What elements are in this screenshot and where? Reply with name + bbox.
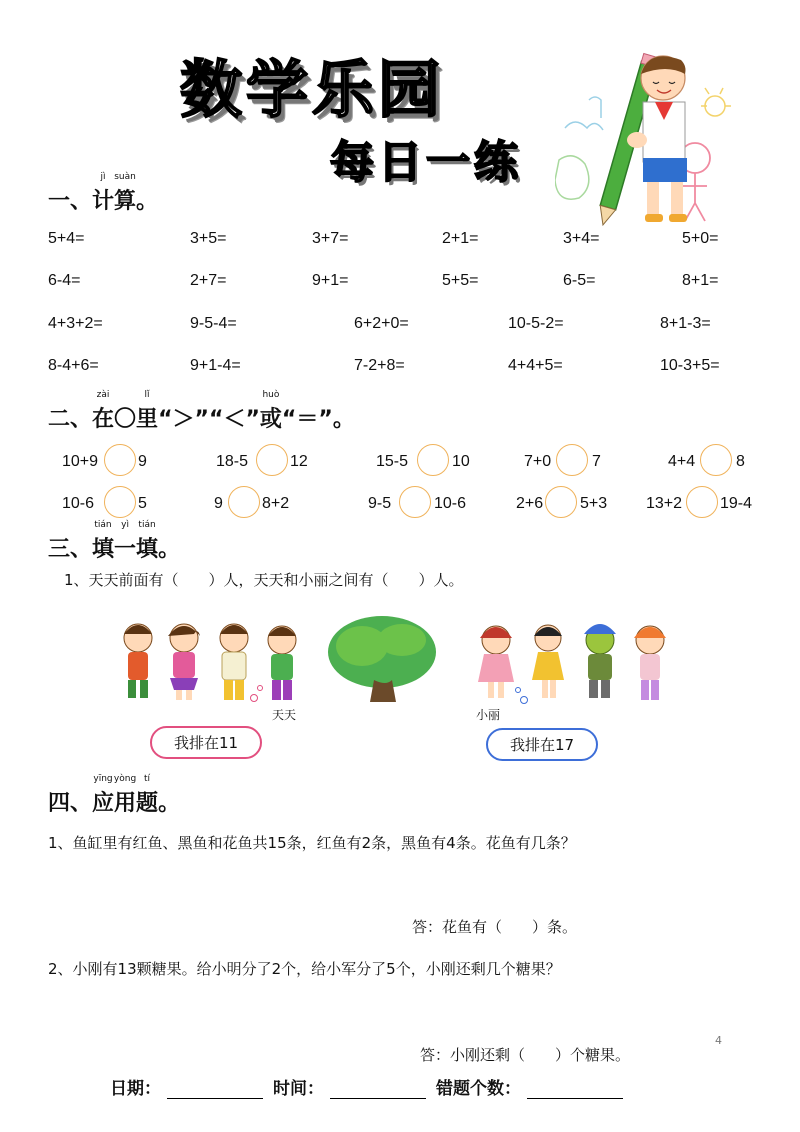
errors-blank[interactable]: [527, 1080, 623, 1099]
title-char: 题: [136, 791, 159, 816]
pinyin: jì: [100, 172, 106, 182]
punctuation: 。: [158, 537, 181, 562]
child-figure-tiantian: [251, 626, 297, 702]
date-blank[interactable]: [167, 1080, 263, 1099]
symbols: “＞”“＜”: [158, 407, 260, 432]
answer-circle[interactable]: [700, 444, 732, 476]
page-title: 数学乐园: [180, 53, 445, 126]
ruby-char: [92, 390, 115, 433]
compare-right: 5: [138, 495, 147, 512]
ruby-char: [114, 520, 137, 563]
ruby-char: [113, 774, 137, 817]
pinyin: yīng: [93, 774, 113, 784]
equation: 6+2+0=: [354, 315, 409, 332]
pinyin: yì: [121, 520, 129, 530]
word-problem-1: 1、鱼缸里有红鱼、黑鱼和花鱼共15条，红鱼有2条，黑鱼有4条。花鱼有几条？: [48, 834, 576, 852]
ruby-char: [92, 172, 115, 215]
equation: 4+4+5=: [508, 357, 563, 374]
word-problem-2: 2、小刚有13颗糖果。给小明分了2个，给小军分了5个，小刚还剩几个糖果？: [48, 960, 561, 978]
children-queue-illustration: [110, 610, 690, 720]
title-char: 或: [259, 407, 282, 432]
pinyin: lǐ: [144, 390, 150, 400]
tiantian-label: 天天: [272, 708, 297, 722]
compare-right: 7: [592, 453, 601, 470]
answer-circle[interactable]: [417, 444, 449, 476]
speech-bubble-left: 我排在11: [150, 726, 262, 759]
compare-left: 4+4: [668, 453, 696, 470]
compare-left: 9-5: [368, 495, 392, 512]
equation: 2+1=: [442, 230, 479, 247]
date-label: 日期：: [110, 1079, 161, 1099]
equation: 5+5=: [442, 272, 479, 289]
pinyin: tián: [138, 520, 156, 530]
answer-circle[interactable]: [686, 486, 718, 518]
compare-right: 8: [736, 453, 745, 470]
ruby-char: [92, 520, 115, 563]
title-char: 填: [136, 537, 159, 562]
title-char: 里: [136, 407, 159, 432]
compare-left: 10+9: [62, 453, 99, 470]
ruby-char: [136, 520, 159, 563]
equation: 3+4=: [563, 230, 600, 247]
equation: 2+7=: [190, 272, 227, 289]
equation: 10-5-2=: [508, 315, 564, 332]
compare-right: 5+3: [580, 495, 608, 512]
answer-line-2: 答：小刚还剩（ ）个糖果。: [420, 1046, 631, 1064]
child-figure: [532, 625, 564, 698]
pinyin: suàn: [114, 172, 136, 182]
equation: 5+0=: [682, 230, 719, 247]
equation: 8+1=: [682, 272, 719, 289]
tree: [328, 616, 436, 702]
compare-left: 18-5: [216, 453, 249, 470]
child-figure: [584, 624, 616, 698]
errors-label: 错题个数：: [436, 1079, 521, 1099]
pinyin: huò: [262, 390, 280, 400]
circle-symbol: 〇: [114, 407, 137, 432]
child-figure: [124, 624, 152, 698]
title-char: 用: [114, 791, 137, 816]
section-number: 四、: [48, 791, 93, 816]
equation: 9+1=: [312, 272, 349, 289]
compare-left: 9: [214, 495, 223, 512]
section-number: 一、: [48, 189, 93, 214]
compare-right: 19-4: [720, 495, 753, 512]
answer-circle[interactable]: [399, 486, 431, 518]
equation: 8-4+6=: [48, 357, 99, 374]
boy-with-pencil-illustration: [555, 48, 745, 230]
title-char: 计: [92, 189, 115, 214]
compare-right: 8+2: [262, 495, 290, 512]
compare-right: 10-6: [434, 495, 467, 512]
answer-circle[interactable]: [556, 444, 588, 476]
compare-left: 10-6: [62, 495, 95, 512]
ruby-char: [92, 774, 115, 817]
title-char: 算: [114, 189, 137, 214]
compare-left: 2+6: [516, 495, 544, 512]
equation: 6-4=: [48, 272, 81, 289]
equation: 9-5-4=: [190, 315, 237, 332]
fill-question: 1、天天前面有（ ）人，天天和小丽之间有（ ）人。: [64, 571, 464, 589]
footer: [110, 1074, 633, 1099]
compare-left: 13+2: [646, 495, 683, 512]
page-number: 4: [715, 1034, 722, 1047]
answer-circle[interactable]: [545, 486, 577, 518]
punctuation: 。: [136, 189, 159, 214]
equation: 10-3+5=: [660, 357, 720, 374]
answer-circle[interactable]: [256, 444, 288, 476]
section-3-heading: [48, 520, 181, 563]
answer-circle[interactable]: [228, 486, 260, 518]
title-char: 在: [92, 407, 115, 432]
page-subtitle: 每日一练: [330, 137, 522, 188]
compare-right: 10: [452, 453, 470, 470]
equation: 3+5=: [190, 230, 227, 247]
answer-circle[interactable]: [104, 486, 136, 518]
equation: 8+1-3=: [660, 315, 711, 332]
child-figure: [168, 624, 200, 700]
pinyin: yòng: [113, 774, 137, 784]
title-char: 应: [92, 791, 115, 816]
child-figure: [634, 626, 666, 700]
equation: 7-2+8=: [354, 357, 405, 374]
equation: 4+3+2=: [48, 315, 103, 332]
ruby-char: [114, 172, 137, 215]
equation: 6-5=: [563, 272, 596, 289]
compare-left: 15-5: [376, 453, 409, 470]
child-figure: [220, 624, 248, 700]
section-1-heading: [48, 172, 159, 215]
ruby-char: [136, 774, 159, 817]
time-label: 时间：: [273, 1079, 324, 1099]
pinyin: tí: [144, 774, 151, 784]
title-char: 一: [114, 537, 137, 562]
symbols: “＝”。: [281, 407, 355, 432]
section-number: 二、: [48, 407, 93, 432]
equation: 5+4=: [48, 230, 85, 247]
section-4-heading: [48, 774, 181, 817]
answer-circle[interactable]: [104, 444, 136, 476]
equation: 9+1-4=: [190, 357, 241, 374]
title-char: 填: [92, 537, 115, 562]
child-figure-xiaoli: [478, 626, 528, 704]
equation: 3+7=: [312, 230, 349, 247]
ruby-char: [259, 390, 282, 433]
compare-right: 9: [138, 453, 147, 470]
answer-line-1: 答：花鱼有（ ）条。: [412, 918, 578, 936]
section-2-heading: [48, 390, 355, 433]
punctuation: 。: [158, 791, 181, 816]
ruby-char: [136, 390, 159, 433]
speech-bubble-right: 我排在17: [486, 728, 598, 761]
section-number: 三、: [48, 537, 93, 562]
time-blank[interactable]: [330, 1080, 426, 1099]
pinyin: zài: [96, 390, 110, 400]
pinyin: tián: [94, 520, 112, 530]
compare-left: 7+0: [524, 453, 552, 470]
compare-right: 12: [290, 453, 308, 470]
xiaoli-label: 小丽: [476, 708, 501, 722]
